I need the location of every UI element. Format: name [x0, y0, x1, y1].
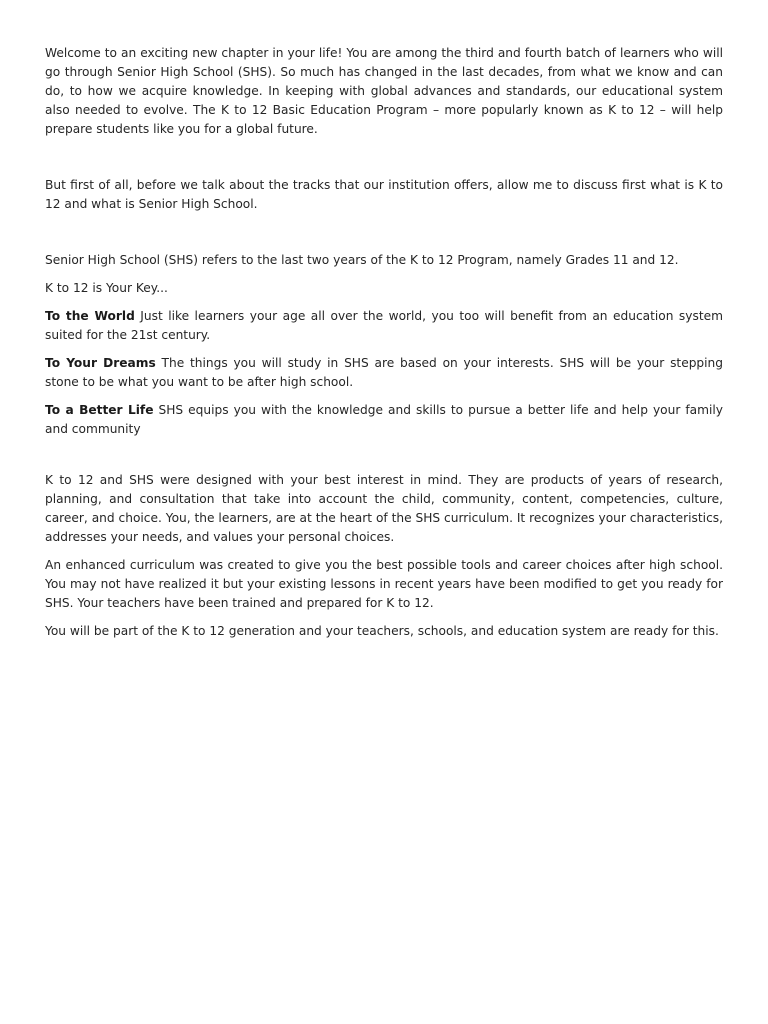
shs-definition-paragraph: Senior High School (SHS) refers to the last two years of the K to 12 Program, namely Grades 11 and 12. [45, 253, 679, 267]
key-dreams-text: The things you will study in SHS are based on your interests. SHS will be your stepping stone to be what you want to be after high school. [45, 356, 724, 389]
enhanced-paragraph: An enhanced curriculum was created to give you the best possible tools and career choices after high school. You may not have realized it but your existing lessons in recent years have been modified to get you ready for SHS. Your teachers have been trained and prepared for K to 12. [45, 558, 723, 610]
key-world-lead: To the World [45, 309, 135, 323]
key-world-paragraph [45, 307, 723, 345]
key-dreams-paragraph [45, 354, 723, 392]
key-world-text: Just like learners your age all over the world, you too will benefit from an education system suited for the 21st century. [45, 309, 723, 342]
generation-paragraph: You will be part of the K to 12 generation and your teachers, schools, and education system are ready for this. [45, 624, 719, 638]
intro-paragraph: Welcome to an exciting new chapter in your life! You are among the third and fourth batch of learners who will go through Senior High School (SHS). So much has changed in the last decades, from what we know and can do, to how we acquire knowledge. In keeping with global advances and standards, our educational system also needed to evolve. The K to 12 Basic Education Program – more popularly known as K to 12 – will help prepare students like you for a global future. [45, 46, 723, 136]
designed-paragraph: K to 12 and SHS were designed with your best interest in mind. They are products of years of research, planning, and consultation that take into account the child, community, content, competencies, culture, career, and choice. You, the learners, are at the heart of the SHS curriculum. It recognizes your characteristics, addresses your needs, and values your personal choices. [45, 473, 723, 544]
first-of-all-paragraph: But first of all, before we talk about the tracks that our institution offers, allow me to discuss first what is K to 12 and what is Senior High School. [45, 178, 723, 211]
key-better-life-lead: To a Better Life [45, 403, 154, 417]
your-key-paragraph: K to 12 is Your Key... [45, 281, 168, 295]
document-page [45, 44, 723, 641]
key-dreams-lead: To Your Dreams [45, 356, 156, 370]
key-better-life-text: SHS equips you with the knowledge and skills to pursue a better life and help your family and community [45, 403, 723, 436]
key-better-life-paragraph [45, 401, 723, 439]
